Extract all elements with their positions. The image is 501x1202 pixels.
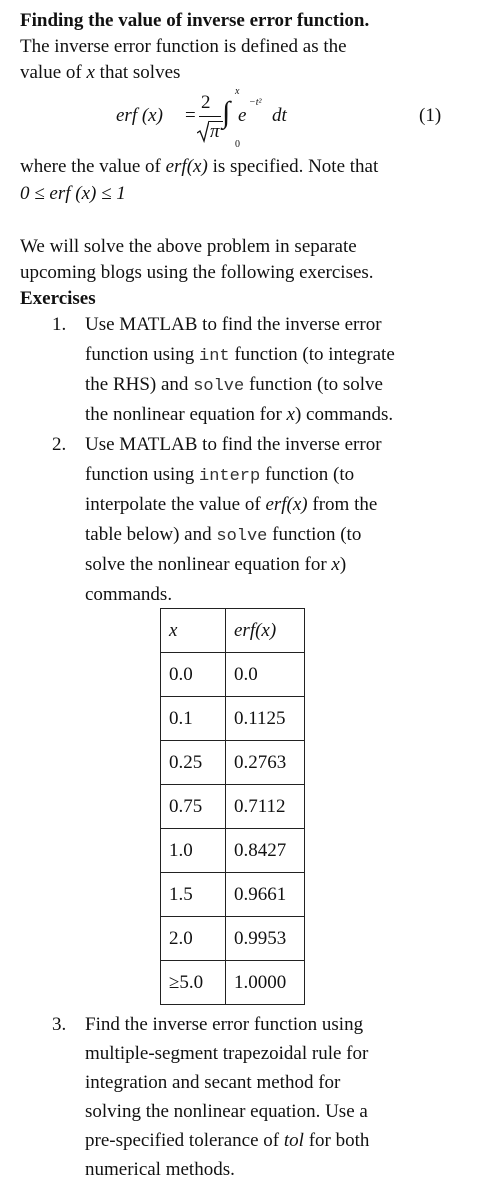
- table-row: [161, 917, 305, 961]
- erf-table: [160, 608, 305, 1005]
- ex2-text-end: function (to: [260, 464, 355, 485]
- exercise-1-line-1: Use MATLAB to find the inverse error: [85, 314, 382, 335]
- equation-number: (1): [419, 105, 442, 126]
- equation-equals: =: [185, 105, 196, 126]
- after-eq-erf: erf(x): [165, 156, 208, 177]
- table-row: [161, 697, 305, 741]
- ex3-tol: tol: [283, 1130, 304, 1151]
- ex1-text: the nonlinear equation for: [85, 404, 287, 425]
- table-cell-x: 0.0: [161, 653, 226, 697]
- sqrt-icon: [197, 119, 209, 151]
- integrand-base: e: [238, 105, 247, 126]
- table-row: [161, 961, 305, 1005]
- exercise-number: 1.: [52, 314, 67, 335]
- table-row: [161, 873, 305, 917]
- after-equation-line-1: [20, 154, 378, 180]
- exercise-number: 2.: [52, 434, 67, 455]
- table-row: [161, 653, 305, 697]
- table-cell-erf: 0.7112: [226, 785, 305, 829]
- ex1-text-end: function (to integrate: [229, 344, 395, 365]
- intro-line-2: [20, 60, 180, 86]
- paragraph-line-2: upcoming blogs using the following exercises.: [20, 262, 374, 283]
- table-cell-erf: 0.8427: [226, 829, 305, 873]
- integral-sign: ∫: [222, 96, 231, 129]
- document-heading: Finding the value of inverse error function.: [20, 10, 370, 31]
- paragraph-line-1: We will solve the above problem in separate: [20, 236, 357, 257]
- table-header-row: [161, 609, 305, 653]
- exercise-2-line-1: Use MATLAB to find the inverse error: [85, 434, 382, 455]
- ex2-text-end: from the: [307, 494, 378, 515]
- ex2-text: solve the nonlinear equation for: [85, 554, 332, 575]
- fraction-bar: [199, 116, 221, 117]
- ex1-text: the RHS) and: [85, 374, 194, 395]
- exercise-2-line-4: [85, 522, 361, 550]
- table-cell-x: 0.1: [161, 697, 226, 741]
- ex2-text: interpolate the value of: [85, 494, 266, 515]
- ex2-text: function using: [85, 464, 199, 485]
- exercises-heading: Exercises: [20, 288, 96, 309]
- ex1-variable: x: [286, 404, 295, 425]
- exercise-2-line-3: [85, 492, 377, 518]
- table-cell-x: 0.75: [161, 785, 226, 829]
- ex2-text: table below) and: [85, 524, 217, 545]
- table-cell-x: 1.5: [161, 873, 226, 917]
- exercise-3-line-2: multiple-segment trapezoidal rule for: [85, 1043, 369, 1064]
- exercise-number: 3.: [52, 1014, 67, 1035]
- code-int: int: [199, 347, 230, 366]
- exercise-2-line-6: commands.: [85, 584, 173, 605]
- exercise-3-line-6: numerical methods.: [85, 1159, 235, 1180]
- exercise-3-line-1: Find the inverse error function using: [85, 1014, 364, 1035]
- exercise-3-line-4: solving the nonlinear equation. Use a: [85, 1101, 368, 1122]
- intro-text-end: that solves: [94, 62, 181, 83]
- ex2-erf: erf(x): [265, 494, 308, 515]
- table-row: [161, 829, 305, 873]
- table-cell-x: 0.25: [161, 741, 226, 785]
- table-header-erf: erf(x): [226, 609, 305, 653]
- table-cell-x: 2.0: [161, 917, 226, 961]
- table-cell-erf: 0.9661: [226, 873, 305, 917]
- ex1-text-end: function (to solve: [244, 374, 383, 395]
- intro-line-1: The inverse error function is defined as the: [20, 36, 347, 57]
- ex3-text: pre-specified tolerance of: [85, 1130, 284, 1151]
- table-cell-erf: 0.2763: [226, 741, 305, 785]
- ex1-text-end: ) commands.: [294, 404, 394, 425]
- exercise-2-line-2: [85, 462, 354, 490]
- integral-lower-limit: 0: [235, 139, 240, 150]
- fraction-denominator: π: [210, 121, 220, 142]
- table-row: [161, 741, 305, 785]
- table-header-x: x: [161, 609, 226, 653]
- ex3-text-end: for both: [303, 1130, 370, 1151]
- integrand-exponent: −t²: [249, 97, 262, 108]
- after-eq-text: where the value of: [20, 156, 166, 177]
- ex1-text: function using: [85, 344, 199, 365]
- table-row: [161, 785, 305, 829]
- exercise-1-line-2: [85, 342, 395, 370]
- fraction-numerator: 2: [201, 92, 211, 113]
- intro-variable: x: [86, 62, 95, 83]
- erf-range: 0 ≤ erf (x) ≤ 1: [20, 183, 126, 204]
- table-cell-erf: 1.0000: [226, 961, 305, 1005]
- table-cell-erf: 0.1125: [226, 697, 305, 741]
- ex2-text-end: function (to: [267, 524, 362, 545]
- intro-text: value of: [20, 62, 87, 83]
- integral-upper-limit: x: [235, 86, 240, 97]
- code-interp: interp: [199, 467, 261, 486]
- table-cell-x: 1.0: [161, 829, 226, 873]
- exercise-3-line-3: integration and secant method for: [85, 1072, 341, 1093]
- integrand-dt: dt: [272, 105, 287, 126]
- exercise-1-line-4: [85, 402, 393, 428]
- exercise-3-line-5: [85, 1128, 369, 1154]
- ex2-text-end: ): [339, 554, 347, 575]
- exercise-2-line-5: [85, 552, 346, 578]
- ex2-variable: x: [331, 554, 340, 575]
- exercise-1-line-3: [85, 372, 383, 400]
- code-solve: solve: [216, 527, 268, 546]
- code-solve: solve: [193, 377, 245, 396]
- table-cell-erf: 0.9953: [226, 917, 305, 961]
- table-cell-erf: 0.0: [226, 653, 305, 697]
- after-eq-text-end: is specified. Note that: [207, 156, 379, 177]
- table-cell-x: ≥5.0: [161, 961, 226, 1005]
- equation-lhs: erf (x): [116, 105, 163, 126]
